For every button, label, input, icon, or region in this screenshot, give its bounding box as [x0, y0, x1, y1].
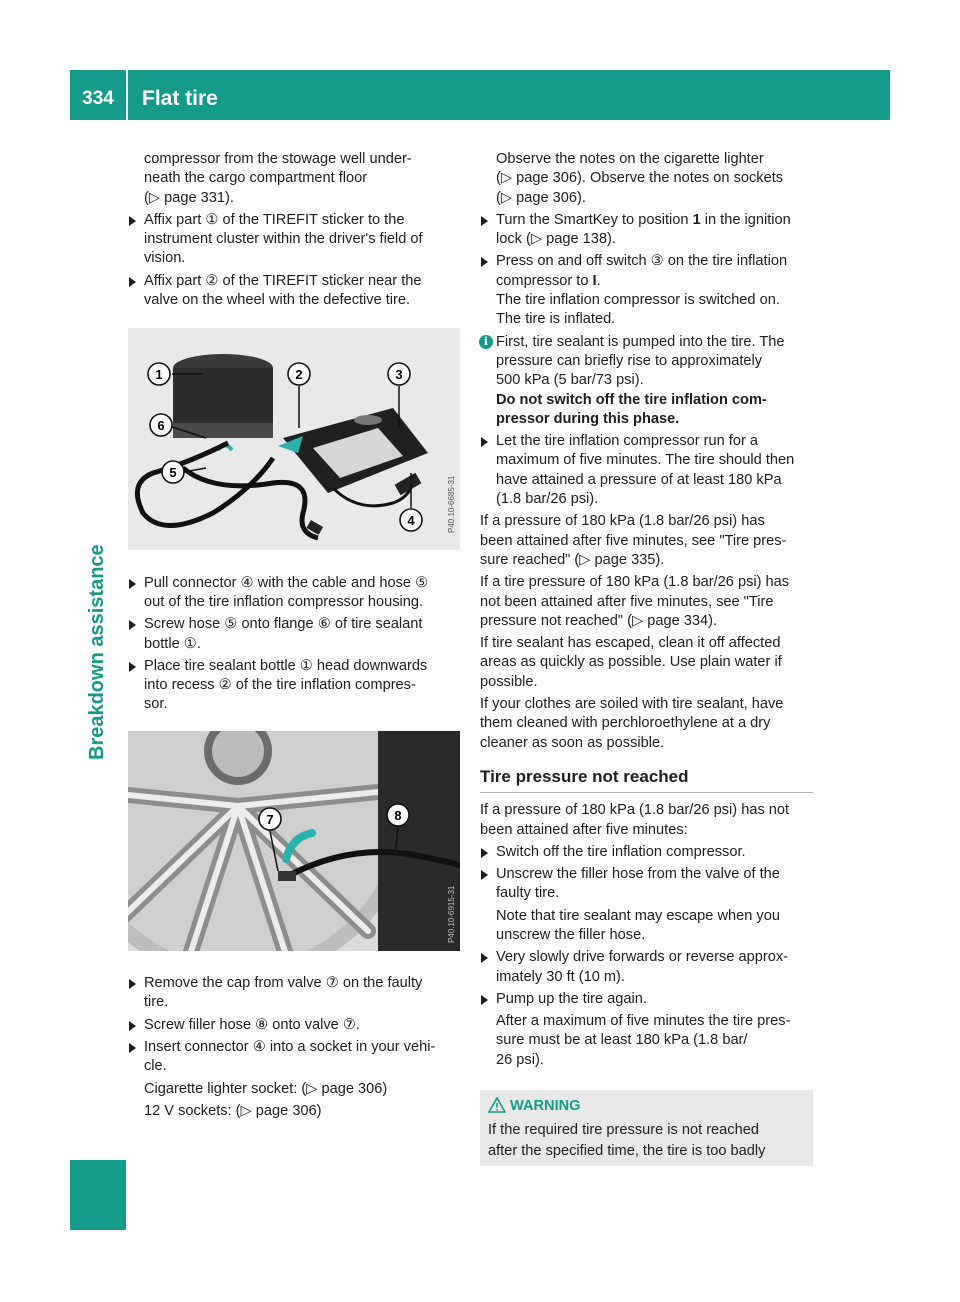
text-fragment: in the ignition	[700, 211, 791, 228]
step-unscrew-hose	[480, 865, 813, 945]
text-line: Switch off the tire inflation compressor.	[496, 843, 746, 860]
text-line: sor.	[144, 696, 168, 713]
step-affix-part-2	[128, 272, 460, 311]
info-note	[480, 333, 813, 429]
socket-notes	[128, 1080, 460, 1122]
figure-code: P40.10-6915-31	[447, 885, 456, 943]
text-line: The tire is inflated.	[496, 311, 616, 328]
callout-4	[400, 509, 422, 531]
text-line: unscrew the filler hose.	[496, 926, 646, 943]
text-line: out of the tire inflation compressor housing.	[144, 593, 424, 610]
text-line: pressure not reached" (▷ page 334).	[480, 612, 718, 629]
text-line: Screw filler hose ⑧ onto valve ⑦.	[144, 1016, 360, 1033]
callout-label: 3	[395, 367, 403, 383]
text-line: Note that tire sealant may escape when you	[496, 907, 780, 924]
text-line: After a maximum of five minutes the tire pres-	[496, 1013, 791, 1030]
callout-label: 2	[295, 367, 303, 383]
callout-3	[388, 363, 410, 385]
callout-label: 5	[169, 465, 177, 481]
text-line: lock (▷ page 138).	[496, 231, 616, 248]
intro-text	[128, 150, 460, 208]
callout-6	[150, 414, 172, 436]
text-line: valve on the wheel with the defective tire.	[144, 292, 411, 309]
text-line: not been attained after five minutes, see "Tire	[480, 593, 774, 610]
text-line	[496, 272, 813, 291]
text-line: sure reached" (▷ page 335).	[480, 551, 665, 568]
text-line: vision.	[144, 250, 186, 267]
page-title: Flat tire	[142, 87, 218, 110]
callout-label: 7	[266, 811, 274, 827]
step-drive-slowly	[480, 948, 813, 987]
text-line: 12 V sockets: (▷ page 306)	[144, 1102, 322, 1119]
step-affix-part-1	[128, 211, 460, 269]
text-line: Do not switch off the tire inflation com-	[496, 391, 767, 408]
text-line: after the specified time, the tire is too badly	[488, 1143, 766, 1159]
text-fragment: .	[596, 272, 601, 289]
text-line: If a pressure of 180 kPa (1.8 bar/26 psi) has not	[480, 802, 790, 819]
text-line: instrument cluster within the driver's field of	[144, 231, 423, 248]
text-line: them cleaned with perchloroethylene at a dry	[480, 715, 771, 732]
paragraph	[480, 634, 813, 692]
right-column	[480, 150, 813, 1070]
section-side-label: Breakdown assistance	[86, 544, 108, 760]
text-line: neath the cargo compartment floor	[144, 170, 368, 187]
text-line: If tire sealant has escaped, clean it off affected	[480, 635, 781, 652]
text-line: pressure can briefly rise to approximately	[496, 352, 763, 369]
text-line: tire.	[144, 994, 169, 1011]
warning-box	[480, 1090, 813, 1166]
side-tab	[70, 1160, 126, 1230]
text-line: have attained a pressure of at least 180 kPa	[496, 471, 782, 488]
text-line: Insert connector ④ into a socket in your vehi-	[144, 1038, 436, 1055]
text-line	[496, 211, 813, 230]
step-insert-connector	[128, 1038, 460, 1077]
text-fragment: Turn the SmartKey to position	[496, 211, 693, 228]
text-line: Press on and off switch ③ on the tire inflation	[496, 253, 788, 270]
text-line: First, tire sealant is pumped into the tire. The	[496, 333, 785, 350]
text-line: (1.8 bar/26 psi).	[496, 491, 599, 508]
text-line: Screw hose ⑤ onto flange ⑥ of tire sealant	[144, 616, 423, 633]
step-remove-cap	[128, 974, 460, 1013]
step-screw-filler-hose	[128, 1016, 460, 1035]
compressor-kit-photo	[128, 328, 460, 550]
text-line: Affix part ② of the TIREFIT sticker near the	[144, 272, 422, 289]
warning-triangle-icon	[488, 1097, 506, 1113]
warning-text	[488, 1120, 806, 1162]
step-switch-off	[480, 843, 813, 862]
text-line: Very slowly drive forwards or reverse approx-	[496, 949, 788, 966]
wheel-valve-photo	[128, 731, 460, 951]
text-line: 500 kPa (5 bar/73 psi).	[496, 372, 644, 389]
text-line: cle.	[144, 1058, 167, 1075]
text-line: Affix part ① of the TIREFIT sticker to the	[144, 211, 405, 228]
text-line: areas as quickly as possible. Use plain water if	[480, 654, 782, 671]
text-line: Pump up the tire again.	[496, 990, 647, 1007]
position-number: 1	[692, 211, 701, 228]
step-pull-connector	[128, 574, 460, 613]
text-line: Observe the notes on the cigarette lighter	[496, 151, 764, 167]
step-screw-hose	[128, 615, 460, 654]
text-line: Pull connector ④ with the cable and hose ⑤	[144, 574, 429, 591]
text-line: Cigarette lighter socket: (▷ page 306)	[144, 1080, 388, 1097]
text-line: been attained after five minutes:	[480, 821, 688, 838]
text-line: sure must be at least 180 kPa (1.8 bar/	[496, 1032, 748, 1049]
warning-title: WARNING	[510, 1098, 581, 1114]
text-line: (▷ page 306). Observe the notes on sockets	[496, 170, 784, 187]
callout-2	[288, 363, 310, 385]
callout-7	[259, 808, 281, 830]
text-line: Place tire sealant bottle ① head downwards	[144, 657, 428, 674]
text-line: bottle ①.	[144, 635, 201, 652]
text-line: Remove the cap from valve ⑦ on the faulty	[144, 975, 423, 992]
callout-label: 4	[407, 513, 415, 529]
text-line: If the required tire pressure is not reached	[488, 1122, 759, 1138]
intro-text	[480, 150, 813, 208]
text-line: Unscrew the filler hose from the valve of the	[496, 866, 780, 883]
text-line: (▷ page 306).	[496, 189, 586, 206]
step-let-run	[480, 432, 813, 509]
text-line: The tire inflation compressor is switched on.	[496, 292, 780, 309]
section-intro	[480, 801, 813, 840]
paragraph	[480, 573, 813, 631]
text-line: If a tire pressure of 180 kPa (1.8 bar/26 psi) has	[480, 574, 790, 591]
step-place-bottle	[128, 657, 460, 715]
text-line: Let the tire inflation compressor run for a	[496, 433, 759, 450]
info-icon: i	[479, 335, 493, 349]
text-line: been attained after five minutes, see "Tire pres-	[480, 532, 787, 549]
text-fragment: compressor to	[496, 272, 593, 289]
text-line: into recess ② of the tire inflation compres-	[144, 677, 416, 694]
left-column	[128, 150, 460, 1121]
header-divider	[126, 70, 128, 120]
paragraph	[480, 695, 813, 753]
text-line: 26 psi).	[496, 1051, 544, 1068]
callout-5	[162, 461, 184, 483]
text-line: (▷ page 331).	[144, 189, 234, 206]
text-line: If your clothes are soiled with tire sealant, have	[480, 696, 784, 713]
text-line: possible.	[480, 673, 538, 690]
step-press-switch	[480, 252, 813, 329]
text-line: If a pressure of 180 kPa (1.8 bar/26 psi) has	[480, 513, 765, 530]
callout-1	[148, 363, 170, 385]
callout-8	[387, 804, 409, 826]
callout-label: 8	[394, 807, 402, 823]
callout-label: 1	[155, 367, 163, 383]
figure-code: P40.10-6685-31	[447, 475, 456, 534]
callout-label: 6	[157, 418, 165, 434]
step-turn-smartkey	[480, 211, 813, 250]
section-heading: Tire pressure not reached	[480, 767, 813, 793]
switch-position: I	[592, 272, 597, 289]
text-line: imately 30 ft (10 m).	[496, 968, 625, 985]
page-number: 334	[82, 88, 114, 109]
text-line: cleaner as soon as possible.	[480, 734, 665, 751]
paragraph	[480, 512, 813, 570]
text-line: maximum of five minutes. The tire should then	[496, 452, 795, 469]
text-line: compressor from the stowage well under-	[144, 151, 412, 167]
text-line: pressor during this phase.	[496, 410, 680, 427]
step-pump-again	[480, 990, 813, 1070]
text-line: faulty tire.	[496, 885, 560, 902]
